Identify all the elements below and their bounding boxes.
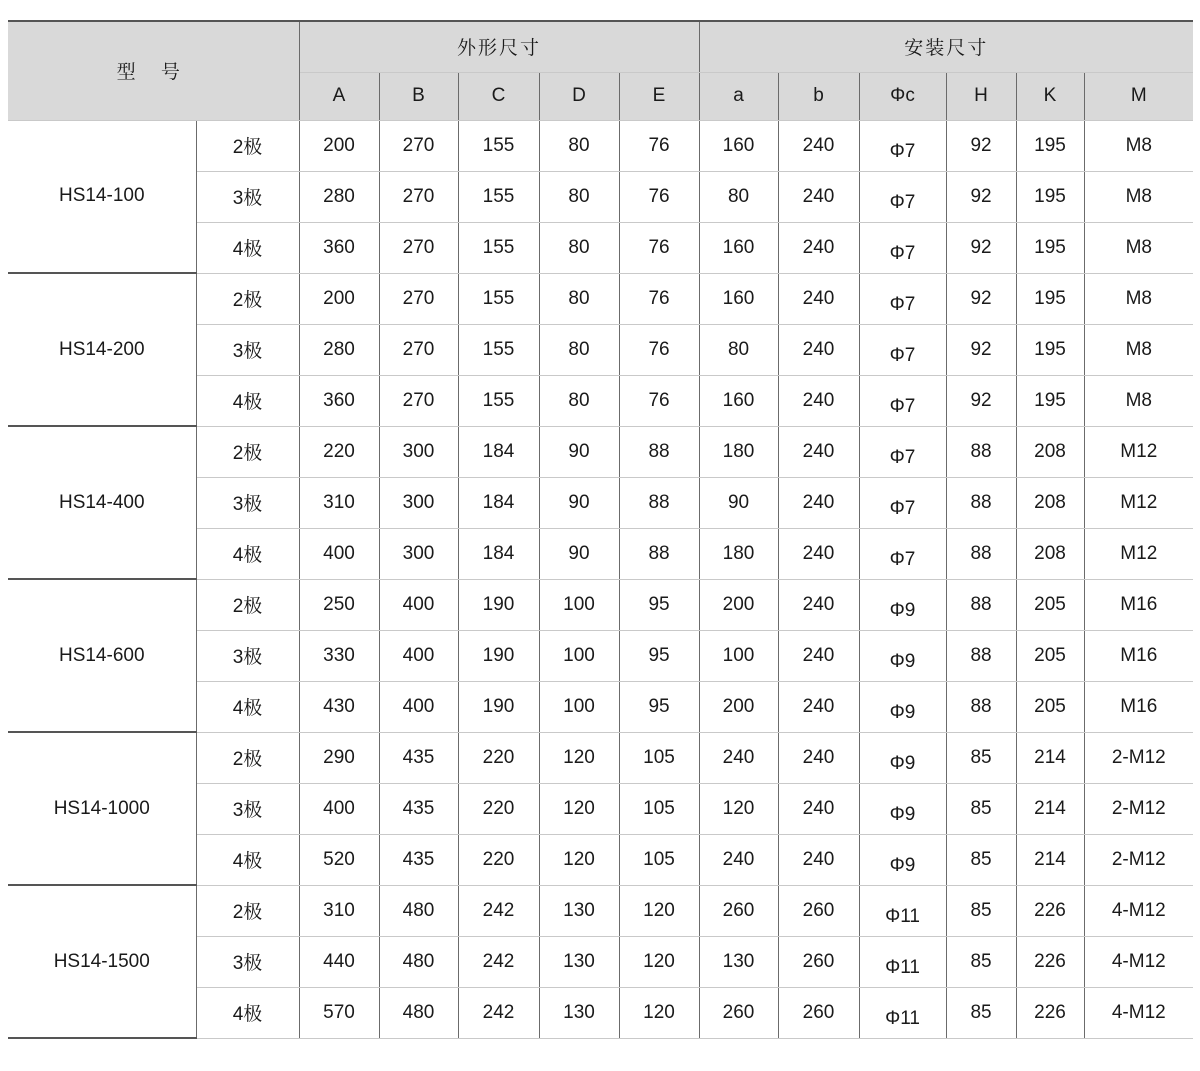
cell-b: 240 <box>778 528 859 579</box>
cell-phi-c <box>859 171 946 222</box>
cell-H: 88 <box>946 630 1016 681</box>
cell-E: 120 <box>619 885 699 936</box>
hole-diameter-value: Φ7 <box>889 242 916 264</box>
pole-cell: 3极 <box>196 171 299 222</box>
cell-b: 240 <box>778 171 859 222</box>
pole-cell: 4极 <box>196 987 299 1038</box>
model-cell: HS14-400 <box>8 426 196 579</box>
cell-C: 155 <box>458 171 539 222</box>
cell-b: 240 <box>778 324 859 375</box>
cell-B: 435 <box>379 783 458 834</box>
cell-K: 214 <box>1016 732 1084 783</box>
cell-D: 100 <box>539 630 619 681</box>
cell-C: 220 <box>458 732 539 783</box>
cell-B: 270 <box>379 324 458 375</box>
cell-A: 250 <box>299 579 379 630</box>
cell-a: 200 <box>699 681 778 732</box>
dimension-spec-table <box>8 20 1193 1039</box>
cell-C: 190 <box>458 579 539 630</box>
cell-M: M16 <box>1084 681 1193 732</box>
cell-M: M8 <box>1084 324 1193 375</box>
cell-b: 240 <box>778 477 859 528</box>
cell-M: M8 <box>1084 375 1193 426</box>
cell-D: 80 <box>539 222 619 273</box>
hole-diameter-value: Φ11 <box>885 956 920 978</box>
col-header-b: b <box>778 72 859 120</box>
model-cell: HS14-1000 <box>8 732 196 885</box>
pole-cell: 3极 <box>196 630 299 681</box>
cell-B: 480 <box>379 987 458 1038</box>
cell-K: 226 <box>1016 987 1084 1038</box>
cell-a: 130 <box>699 936 778 987</box>
cell-phi-c <box>859 783 946 834</box>
cell-phi-c <box>859 681 946 732</box>
cell-A: 440 <box>299 936 379 987</box>
col-header-a: a <box>699 72 778 120</box>
hole-diameter-value: Φ9 <box>889 650 916 672</box>
cell-b: 240 <box>778 222 859 273</box>
cell-M: 4-M12 <box>1084 987 1193 1038</box>
pole-cell: 4极 <box>196 681 299 732</box>
cell-phi-c <box>859 120 946 171</box>
cell-M: 2-M12 <box>1084 732 1193 783</box>
pole-cell: 4极 <box>196 222 299 273</box>
cell-E: 95 <box>619 630 699 681</box>
cell-D: 120 <box>539 783 619 834</box>
cell-A: 400 <box>299 783 379 834</box>
cell-E: 76 <box>619 120 699 171</box>
cell-b: 240 <box>778 579 859 630</box>
pole-cell: 2极 <box>196 120 299 171</box>
cell-B: 435 <box>379 732 458 783</box>
col-header-C: C <box>458 72 539 120</box>
cell-b: 240 <box>778 120 859 171</box>
table-row <box>8 885 1193 936</box>
pole-cell: 2极 <box>196 579 299 630</box>
model-cell: HS14-200 <box>8 273 196 426</box>
cell-phi-c <box>859 477 946 528</box>
col-header-B: B <box>379 72 458 120</box>
hole-diameter-value: Φ11 <box>885 1007 920 1029</box>
model-cell: HS14-1500 <box>8 885 196 1038</box>
cell-A: 290 <box>299 732 379 783</box>
table-row <box>8 426 1193 477</box>
cell-K: 205 <box>1016 579 1084 630</box>
pole-cell: 2极 <box>196 732 299 783</box>
cell-phi-c <box>859 630 946 681</box>
cell-b: 240 <box>778 426 859 477</box>
cell-H: 85 <box>946 732 1016 783</box>
hole-diameter-value: Φ7 <box>889 548 916 570</box>
cell-a: 90 <box>699 477 778 528</box>
table-row <box>8 273 1193 324</box>
cell-a: 160 <box>699 222 778 273</box>
col-header-K: K <box>1016 72 1084 120</box>
cell-H: 85 <box>946 987 1016 1038</box>
hole-diameter-value: Φ9 <box>889 701 916 723</box>
cell-A: 330 <box>299 630 379 681</box>
cell-A: 200 <box>299 273 379 324</box>
cell-D: 80 <box>539 324 619 375</box>
cell-B: 300 <box>379 426 458 477</box>
hole-diameter-value: Φ7 <box>889 191 916 213</box>
cell-phi-c <box>859 732 946 783</box>
cell-M: M8 <box>1084 222 1193 273</box>
cell-phi-c <box>859 375 946 426</box>
cell-A: 280 <box>299 171 379 222</box>
cell-M: M16 <box>1084 630 1193 681</box>
cell-D: 80 <box>539 375 619 426</box>
pole-cell: 3极 <box>196 324 299 375</box>
cell-B: 270 <box>379 222 458 273</box>
hole-diameter-value: Φ7 <box>889 395 916 417</box>
table-header <box>8 21 1193 120</box>
cell-D: 90 <box>539 426 619 477</box>
cell-D: 80 <box>539 120 619 171</box>
cell-A: 360 <box>299 375 379 426</box>
cell-K: 208 <box>1016 477 1084 528</box>
pole-cell: 4极 <box>196 528 299 579</box>
cell-M: 4-M12 <box>1084 885 1193 936</box>
cell-E: 88 <box>619 528 699 579</box>
hole-diameter-value: Φ7 <box>889 140 916 162</box>
col-header-phi-c: Φc <box>859 72 946 120</box>
cell-A: 430 <box>299 681 379 732</box>
table-body <box>8 120 1193 1038</box>
cell-C: 190 <box>458 630 539 681</box>
cell-H: 92 <box>946 273 1016 324</box>
cell-a: 120 <box>699 783 778 834</box>
col-header-A: A <box>299 72 379 120</box>
cell-a: 260 <box>699 885 778 936</box>
cell-C: 184 <box>458 426 539 477</box>
hole-diameter-value: Φ9 <box>889 803 916 825</box>
hole-diameter-value: Φ9 <box>889 854 916 876</box>
cell-a: 240 <box>699 834 778 885</box>
cell-M: M12 <box>1084 426 1193 477</box>
cell-a: 180 <box>699 528 778 579</box>
cell-K: 226 <box>1016 936 1084 987</box>
cell-E: 95 <box>619 681 699 732</box>
cell-E: 76 <box>619 171 699 222</box>
cell-E: 76 <box>619 324 699 375</box>
pole-cell: 2极 <box>196 426 299 477</box>
cell-a: 200 <box>699 579 778 630</box>
cell-E: 120 <box>619 987 699 1038</box>
cell-A: 520 <box>299 834 379 885</box>
table-row <box>8 732 1193 783</box>
cell-b: 240 <box>778 834 859 885</box>
cell-B: 480 <box>379 936 458 987</box>
cell-a: 260 <box>699 987 778 1038</box>
col-header-E: E <box>619 72 699 120</box>
cell-a: 240 <box>699 732 778 783</box>
header-row-groups <box>8 21 1193 72</box>
cell-phi-c <box>859 528 946 579</box>
cell-A: 310 <box>299 885 379 936</box>
cell-B: 400 <box>379 579 458 630</box>
cell-D: 80 <box>539 171 619 222</box>
hole-diameter-value: Φ11 <box>885 905 920 927</box>
cell-phi-c <box>859 222 946 273</box>
cell-b: 260 <box>778 936 859 987</box>
cell-B: 435 <box>379 834 458 885</box>
pole-cell: 4极 <box>196 834 299 885</box>
cell-b: 240 <box>778 375 859 426</box>
cell-E: 105 <box>619 834 699 885</box>
cell-E: 88 <box>619 426 699 477</box>
cell-B: 400 <box>379 630 458 681</box>
cell-a: 80 <box>699 171 778 222</box>
pole-cell: 3极 <box>196 477 299 528</box>
cell-phi-c <box>859 324 946 375</box>
cell-K: 195 <box>1016 222 1084 273</box>
cell-B: 480 <box>379 885 458 936</box>
cell-C: 155 <box>458 273 539 324</box>
cell-K: 205 <box>1016 630 1084 681</box>
model-header: 型 号 <box>8 21 299 120</box>
cell-H: 85 <box>946 936 1016 987</box>
cell-phi-c <box>859 936 946 987</box>
cell-M: M12 <box>1084 528 1193 579</box>
hole-diameter-value: Φ9 <box>889 599 916 621</box>
cell-K: 208 <box>1016 426 1084 477</box>
cell-C: 155 <box>458 324 539 375</box>
cell-E: 88 <box>619 477 699 528</box>
cell-b: 240 <box>778 732 859 783</box>
cell-C: 184 <box>458 528 539 579</box>
cell-E: 76 <box>619 273 699 324</box>
cell-K: 195 <box>1016 324 1084 375</box>
cell-M: M8 <box>1084 120 1193 171</box>
cell-C: 190 <box>458 681 539 732</box>
cell-B: 300 <box>379 477 458 528</box>
hole-diameter-value: Φ7 <box>889 344 916 366</box>
cell-B: 400 <box>379 681 458 732</box>
cell-B: 270 <box>379 171 458 222</box>
pole-cell: 2极 <box>196 273 299 324</box>
cell-a: 160 <box>699 120 778 171</box>
cell-D: 100 <box>539 579 619 630</box>
cell-A: 200 <box>299 120 379 171</box>
cell-M: 2-M12 <box>1084 783 1193 834</box>
cell-D: 120 <box>539 732 619 783</box>
cell-b: 240 <box>778 630 859 681</box>
cell-C: 242 <box>458 936 539 987</box>
cell-phi-c <box>859 987 946 1038</box>
cell-D: 100 <box>539 681 619 732</box>
cell-a: 180 <box>699 426 778 477</box>
cell-M: 2-M12 <box>1084 834 1193 885</box>
pole-cell: 3极 <box>196 783 299 834</box>
cell-b: 240 <box>778 681 859 732</box>
cell-phi-c <box>859 885 946 936</box>
cell-phi-c <box>859 426 946 477</box>
cell-H: 92 <box>946 375 1016 426</box>
cell-b: 260 <box>778 885 859 936</box>
outer-dimensions-header: 外形尺寸 <box>299 21 699 72</box>
hole-diameter-value: Φ7 <box>889 497 916 519</box>
cell-B: 270 <box>379 375 458 426</box>
table-row <box>8 120 1193 171</box>
cell-C: 220 <box>458 783 539 834</box>
cell-K: 195 <box>1016 171 1084 222</box>
cell-H: 88 <box>946 426 1016 477</box>
cell-C: 184 <box>458 477 539 528</box>
col-header-M: M <box>1084 72 1193 120</box>
cell-K: 195 <box>1016 375 1084 426</box>
cell-D: 80 <box>539 273 619 324</box>
cell-E: 105 <box>619 732 699 783</box>
cell-B: 270 <box>379 120 458 171</box>
cell-A: 400 <box>299 528 379 579</box>
cell-E: 76 <box>619 222 699 273</box>
cell-a: 160 <box>699 273 778 324</box>
pole-cell: 3极 <box>196 936 299 987</box>
cell-M: M8 <box>1084 273 1193 324</box>
col-header-H: H <box>946 72 1016 120</box>
cell-E: 95 <box>619 579 699 630</box>
cell-H: 92 <box>946 171 1016 222</box>
hole-diameter-value: Φ7 <box>889 446 916 468</box>
cell-H: 92 <box>946 324 1016 375</box>
cell-H: 85 <box>946 885 1016 936</box>
cell-D: 130 <box>539 987 619 1038</box>
hole-diameter-value: Φ7 <box>889 293 916 315</box>
cell-b: 240 <box>778 783 859 834</box>
cell-D: 130 <box>539 936 619 987</box>
cell-H: 85 <box>946 783 1016 834</box>
cell-K: 205 <box>1016 681 1084 732</box>
mounting-dimensions-header: 安装尺寸 <box>699 21 1193 72</box>
cell-K: 195 <box>1016 120 1084 171</box>
cell-B: 300 <box>379 528 458 579</box>
cell-A: 220 <box>299 426 379 477</box>
cell-K: 208 <box>1016 528 1084 579</box>
cell-C: 242 <box>458 987 539 1038</box>
cell-C: 155 <box>458 222 539 273</box>
cell-K: 226 <box>1016 885 1084 936</box>
cell-b: 260 <box>778 987 859 1038</box>
cell-A: 360 <box>299 222 379 273</box>
cell-D: 130 <box>539 885 619 936</box>
cell-M: 4-M12 <box>1084 936 1193 987</box>
model-cell: HS14-600 <box>8 579 196 732</box>
cell-a: 100 <box>699 630 778 681</box>
cell-M: M16 <box>1084 579 1193 630</box>
cell-E: 120 <box>619 936 699 987</box>
cell-phi-c <box>859 273 946 324</box>
cell-H: 88 <box>946 528 1016 579</box>
cell-H: 85 <box>946 834 1016 885</box>
cell-A: 310 <box>299 477 379 528</box>
cell-D: 90 <box>539 528 619 579</box>
table-row <box>8 579 1193 630</box>
col-header-D: D <box>539 72 619 120</box>
cell-phi-c <box>859 579 946 630</box>
cell-H: 88 <box>946 579 1016 630</box>
cell-H: 88 <box>946 477 1016 528</box>
hole-diameter-value: Φ9 <box>889 752 916 774</box>
cell-D: 90 <box>539 477 619 528</box>
cell-A: 280 <box>299 324 379 375</box>
cell-M: M12 <box>1084 477 1193 528</box>
cell-D: 120 <box>539 834 619 885</box>
cell-A: 570 <box>299 987 379 1038</box>
cell-C: 220 <box>458 834 539 885</box>
cell-C: 242 <box>458 885 539 936</box>
cell-B: 270 <box>379 273 458 324</box>
pole-cell: 2极 <box>196 885 299 936</box>
cell-C: 155 <box>458 375 539 426</box>
cell-phi-c <box>859 834 946 885</box>
cell-K: 195 <box>1016 273 1084 324</box>
cell-H: 88 <box>946 681 1016 732</box>
cell-H: 92 <box>946 222 1016 273</box>
cell-a: 160 <box>699 375 778 426</box>
cell-K: 214 <box>1016 834 1084 885</box>
cell-C: 155 <box>458 120 539 171</box>
cell-E: 76 <box>619 375 699 426</box>
cell-M: M8 <box>1084 171 1193 222</box>
cell-K: 214 <box>1016 783 1084 834</box>
cell-H: 92 <box>946 120 1016 171</box>
pole-cell: 4极 <box>196 375 299 426</box>
cell-a: 80 <box>699 324 778 375</box>
model-cell: HS14-100 <box>8 120 196 273</box>
cell-E: 105 <box>619 783 699 834</box>
cell-b: 240 <box>778 273 859 324</box>
